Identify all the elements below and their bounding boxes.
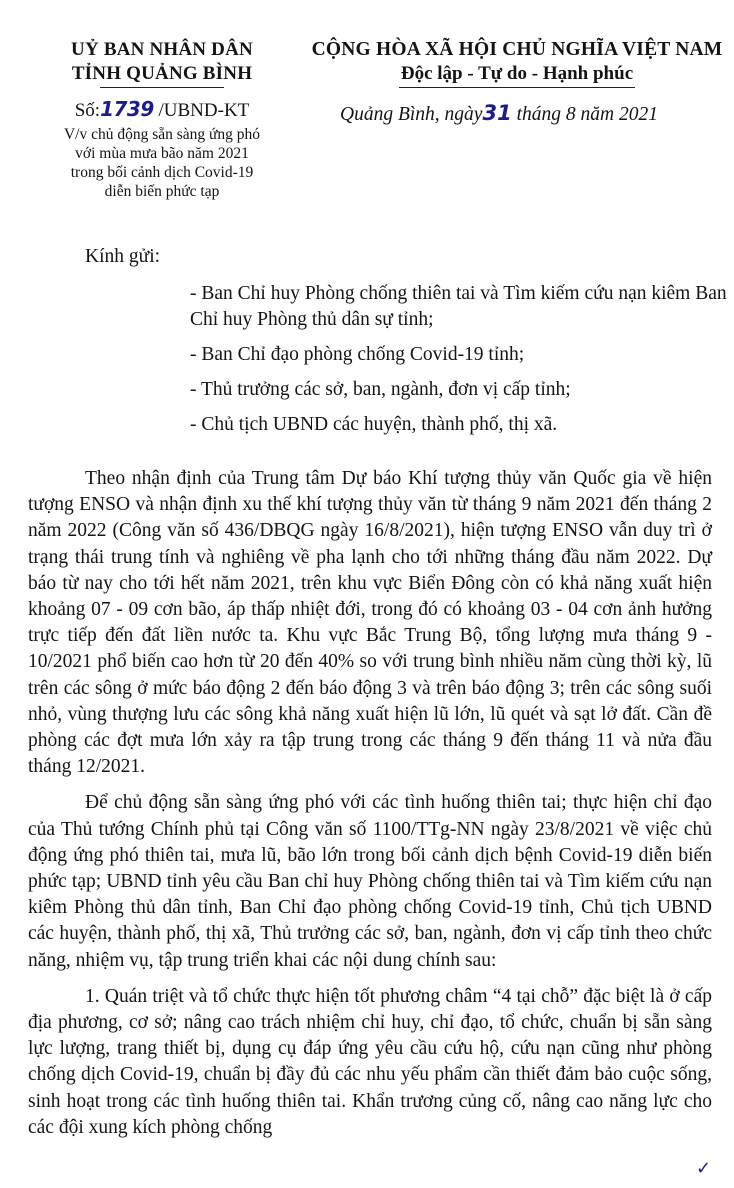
doc-no-prefix: Số: bbox=[74, 100, 101, 121]
subject-line: V/v chủ động sẵn sàng ứng phó bbox=[63, 126, 261, 143]
recipient-list bbox=[190, 281, 730, 447]
recipient-item: - Chủ tịch UBND các huyện, thành phố, thị xã. bbox=[190, 414, 558, 435]
national-motto: Độc lập - Tự do - Hạnh phúc bbox=[400, 63, 634, 84]
date-suffix: tháng 8 năm 2021 bbox=[516, 104, 658, 125]
recipient-item: - Ban Chỉ huy Phòng chống thiên tai và Tìm kiếm cứu nạn kiêm Ban Chỉ huy Phòng thủ dân sự tỉnh; bbox=[190, 283, 727, 330]
motto-underline bbox=[399, 87, 635, 88]
body-paragraph-forecast: Theo nhận định của Trung tâm Dự báo Khí tượng thủy văn Quốc gia về hiện tượng ENSO và nhận định xu thế khí tượng thủy văn từ tháng 9 năm 2021 đến tháng 2 năm 2022 (Công văn số 436/DBQG ngày 16/8/2021), hiện tượng ENSO vẫn duy trì ở trạng thái trung tính và nghiêng về pha lạnh cho tới những tháng đầu năm 2022. Dự báo từ nay cho tới hết năm 2021, trên khu vực Biển Đông còn có khả năng xuất hiện khoảng 07 - 09 cơn bão, áp thấp nhiệt đới, trong đó có khoảng 03 - 04 cơn ảnh hưởng trực tiếp đến đất liền nước ta. Khu vực Bắc Trung Bộ, tổng lượng mưa tháng 9 - 10/2021 phổ biến cao hơn từ 20 đến 40% so với trung bình nhiều năm cùng thời kỳ, lũ trên các sông ở mức báo động 2 đến báo động 3 và trên báo động 3; trên các sông suối nhỏ, vùng thượng lưu các sông khả năng xuất hiện lũ lớn, lũ quét và sạt lở đất. Cần đề phòng các đợt mưa lớn xảy ra tập trung trong các tháng 9 đến tháng 11 và nửa đầu tháng 12/2021. bbox=[28, 468, 712, 778]
authority-name-line1: UỶ BAN NHÂN DÂN bbox=[71, 39, 253, 60]
greeting: Kính gửi: bbox=[85, 246, 161, 267]
authority-name-line2: TỈNH QUẢNG BÌNH bbox=[71, 63, 253, 84]
subject-line: diễn biến phức tạp bbox=[104, 183, 220, 200]
date-prefix: Quảng Bình, ngày bbox=[340, 104, 483, 125]
body-paragraph-item-1: 1. Quán triệt và tổ chức thực hiện tốt phương châm “4 tại chỗ” đặc biệt là ở cấp địa phương, cơ sở; nâng cao trách nhiệm chỉ huy, chỉ đạo, tổ chức, chuẩn bị sẵn sàng lực lượng, trang thiết bị, dụng cụ đáp ứng yêu cầu cứu hộ, cứu nạn cũng như phòng chống dịch Covid-19, chuẩn bị đầy đủ các nhu yếu phẩm cần thiết đảm bảo cuộc sống, sinh hoạt trong các tình huống thiên tai. Khẩn trương củng cố, nâng cao năng lực cho các đội xung kích phòng chống bbox=[28, 985, 712, 1138]
subject-line: trong bối cảnh dịch Covid-19 bbox=[70, 164, 254, 181]
page-turn-mark: ✓ bbox=[696, 1158, 712, 1179]
recipient-item: - Ban Chỉ đạo phòng chống Covid-19 tỉnh; bbox=[190, 344, 525, 365]
document-subject bbox=[22, 125, 302, 201]
doc-no-suffix: /UBND-KT bbox=[158, 100, 250, 121]
document-body bbox=[28, 466, 712, 1141]
subject-line: với mùa mưa bão năm 2021 bbox=[75, 145, 249, 162]
doc-no-handwritten: 1739 bbox=[100, 97, 154, 121]
national-title: CỘNG HÒA XÃ HỘI CHỦ NGHĨA VIỆT NAM bbox=[311, 39, 723, 60]
issuing-authority-block bbox=[22, 38, 302, 201]
document-date bbox=[340, 100, 720, 128]
authority-underline bbox=[100, 87, 224, 88]
document-number bbox=[22, 97, 302, 123]
national-header-block bbox=[300, 38, 734, 88]
date-day-handwritten: 31 bbox=[482, 101, 512, 125]
body-paragraph-directive: Để chủ động sẵn sàng ứng phó với các tình huống thiên tai; thực hiện chỉ đạo của Thủ tướng Chính phủ tại Công văn số 1100/TTg-NN ngày 23/8/2021 về việc chủ động ứng phó thiên tai, mưa lũ, bão lớn trong bối cảnh dịch bệnh Covid-19 diễn biến phức tạp; UBND tỉnh yêu cầu Ban chỉ huy Phòng chống thiên tai và Tìm kiếm cứu nạn kiêm Phòng thủ dân tỉnh, Ban Chỉ đạo phòng chống Covid-19 tỉnh, Chủ tịch UBND các huyện, thành phố, thị xã, Thủ trưởng các sở, ban, ngành, đơn vị cấp tỉnh theo chức năng, nhiệm vụ, tập trung triển khai các nội dung chính sau: bbox=[28, 792, 712, 971]
recipient-item: - Thủ trưởng các sở, ban, ngành, đơn vị cấp tỉnh; bbox=[190, 379, 571, 400]
